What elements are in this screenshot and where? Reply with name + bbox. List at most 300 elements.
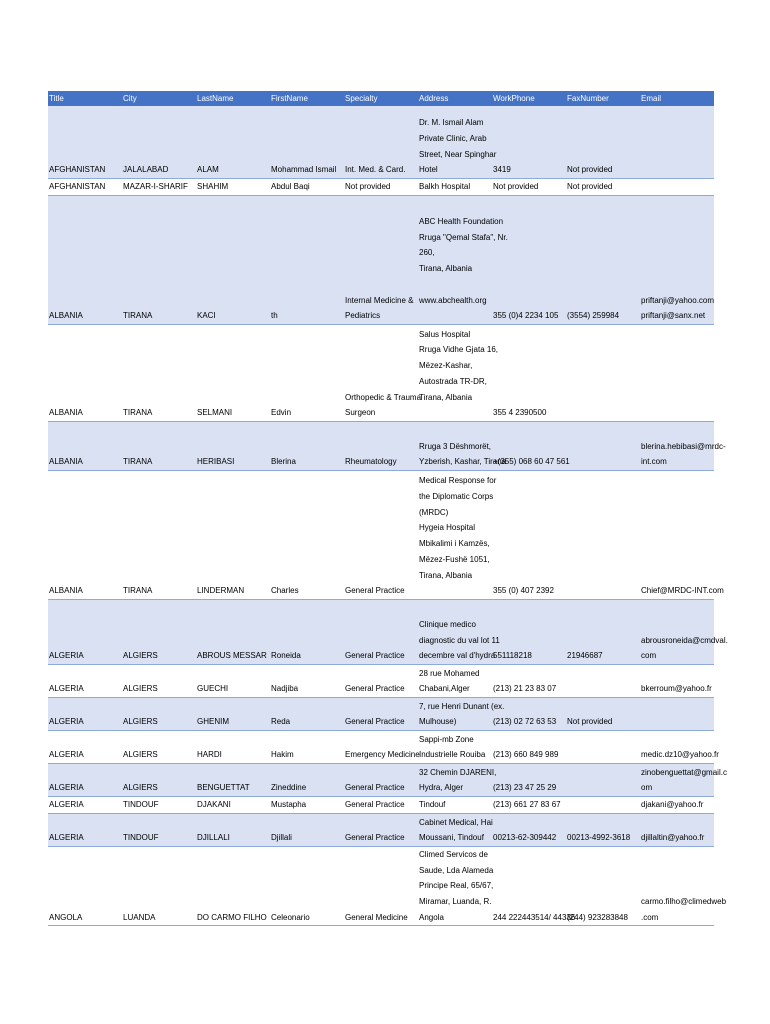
- cell-title-line: ALGERIA: [49, 717, 84, 727]
- cell-workphone[interactable]: [492, 797, 566, 813]
- cell-specialty-line: Emergency Medicine: [345, 750, 420, 760]
- cell-specialty-line: General Practice: [345, 717, 405, 727]
- cell-lastname-line: BENGUETTAT: [197, 783, 250, 793]
- cell-address-line: Balkh Hospital: [419, 182, 471, 192]
- cell-lastname-line: HARDI: [197, 750, 222, 760]
- cell-lastname[interactable]: [196, 471, 270, 599]
- header-row: [48, 91, 714, 106]
- cell-address-line: diagnostic du val lot 11: [419, 635, 500, 645]
- cell-address-line: (MRDC): [419, 507, 449, 517]
- cell-address-line: Hygeia Hospital: [419, 523, 476, 533]
- cell-firstname-line: Mohammad Ismail: [271, 165, 337, 175]
- cell-faxnumber-line: (3554) 259984: [567, 311, 620, 321]
- cell-city-line: TIRANA: [123, 311, 153, 321]
- cell-specialty-line: Surgeon: [345, 408, 376, 418]
- cell-lastname[interactable]: [196, 797, 270, 813]
- cell-address[interactable]: [418, 814, 492, 846]
- cell-address-line: Industrielle Rouiba: [419, 750, 486, 760]
- cell-faxnumber[interactable]: [566, 665, 640, 697]
- table-row: [48, 814, 714, 847]
- cell-workphone[interactable]: [492, 665, 566, 697]
- cell-city-line: TIRANA: [123, 408, 153, 418]
- cell-address[interactable]: [418, 179, 492, 195]
- cell-specialty[interactable]: [344, 471, 418, 599]
- cell-workphone[interactable]: [492, 106, 566, 178]
- cell-faxnumber[interactable]: [566, 764, 640, 796]
- cell-email-line: blerina.hebibasi@mrdc-: [641, 441, 726, 451]
- cell-specialty[interactable]: [344, 422, 418, 470]
- cell-firstname-line: Edvin: [271, 408, 292, 418]
- cell-email[interactable]: [640, 847, 727, 926]
- cell-title[interactable]: [48, 325, 122, 421]
- table-row: [48, 731, 719, 764]
- table-row: [48, 847, 727, 926]
- cell-city-line: TINDOUF: [123, 833, 159, 843]
- cell-firstname-line: Blerina: [271, 457, 296, 467]
- cell-email-line: djillaltin@yahoo.fr: [641, 833, 705, 843]
- cell-email-line: medic.dz10@yahoo.fr: [641, 750, 719, 760]
- header-city[interactable]: City: [123, 94, 137, 103]
- cell-city-line: JALALABAD: [123, 165, 169, 175]
- cell-email[interactable]: [640, 179, 714, 195]
- cell-specialty[interactable]: [344, 814, 418, 846]
- cell-workphone-line: (213) 21 23 83 07: [493, 684, 557, 694]
- cell-title[interactable]: [48, 814, 122, 846]
- cell-specialty[interactable]: [344, 764, 418, 796]
- cell-lastname[interactable]: [196, 196, 270, 324]
- cell-city-line: ALGIERS: [123, 750, 158, 760]
- cell-workphone-line: 00213-62-309442: [493, 833, 557, 843]
- cell-address-line: Chabani,Alger: [419, 684, 470, 694]
- cell-address-line: Autostrada TR-DR,: [419, 376, 487, 386]
- cell-workphone[interactable]: [492, 814, 566, 846]
- cell-title-line: ALGERIA: [49, 783, 84, 793]
- cell-workphone[interactable]: [492, 600, 566, 664]
- cell-firstname[interactable]: [270, 698, 344, 730]
- cell-address-line: Mulhouse): [419, 717, 457, 727]
- cell-firstname[interactable]: [270, 847, 344, 926]
- cell-title[interactable]: [48, 471, 122, 599]
- cell-title[interactable]: [48, 665, 122, 697]
- cell-specialty-line: General Practice: [345, 800, 405, 810]
- cell-address-line: Hotel: [419, 165, 438, 175]
- cell-title[interactable]: [48, 847, 122, 926]
- cell-lastname[interactable]: [196, 325, 270, 421]
- cell-address-line: Mëzez-Kashar,: [419, 361, 473, 371]
- cell-workphone-line: (213) 661 27 83 67: [493, 800, 561, 810]
- cell-address-line: Miramar, Luanda, R.: [419, 897, 492, 907]
- cell-workphone-line: (213) 02 72 63 53: [493, 717, 557, 727]
- cell-title-line: ALBANIA: [49, 457, 83, 467]
- cell-city[interactable]: [122, 106, 196, 178]
- cell-title[interactable]: [48, 196, 122, 324]
- cell-specialty-line: Orthopedic & Trauma: [345, 392, 422, 402]
- cell-lastname-line: DJILLALI: [197, 833, 230, 843]
- cell-address-line: Saude, Lda Alameda: [419, 865, 494, 875]
- header-address[interactable]: Address: [419, 94, 449, 103]
- cell-specialty-line: General Practice: [345, 783, 405, 793]
- cell-city-line: ALGIERS: [123, 783, 158, 793]
- cell-address-line: Rruga 3 Dëshmorët,: [419, 441, 492, 451]
- cell-firstname[interactable]: [270, 325, 344, 421]
- cell-workphone-line: 355 (0) 407 2392: [493, 586, 554, 596]
- cell-email-line: priftanji@sanx.net: [641, 311, 706, 321]
- table-row: [48, 471, 724, 600]
- cell-firstname[interactable]: [270, 196, 344, 324]
- cell-firstname[interactable]: [270, 422, 344, 470]
- cell-specialty[interactable]: [344, 196, 418, 324]
- cell-lastname-line: GHENIM: [197, 717, 229, 727]
- table-row: [48, 698, 714, 731]
- cell-address-line: [419, 277, 492, 293]
- cell-faxnumber-line: Not provided: [567, 182, 613, 192]
- cell-address-line: Tindouf: [419, 800, 446, 810]
- cell-workphone[interactable]: [492, 422, 570, 470]
- cell-address[interactable]: [418, 731, 492, 763]
- cell-lastname[interactable]: [196, 600, 270, 664]
- cell-lastname-line: SELMANI: [197, 408, 233, 418]
- cell-city[interactable]: [122, 325, 196, 421]
- cell-address[interactable]: [418, 698, 505, 730]
- cell-email-line: djakani@yahoo.fr: [641, 800, 704, 810]
- cell-address-line: 32 Chemin DJARENI,: [419, 767, 497, 777]
- cell-title[interactable]: [48, 422, 122, 470]
- cell-city[interactable]: [122, 847, 196, 926]
- header-lastname[interactable]: LastName: [197, 94, 234, 103]
- cell-address-line: Yzberish, Kashar, Tirana: [419, 457, 507, 467]
- cell-specialty-line: Int. Med. & Card.: [345, 165, 406, 175]
- cell-address[interactable]: [418, 847, 492, 926]
- cell-specialty-line: General Practice: [345, 833, 405, 843]
- cell-title[interactable]: [48, 179, 122, 195]
- cell-email-line: com: [641, 651, 657, 661]
- cell-city-line: ALGIERS: [123, 651, 158, 661]
- cell-city[interactable]: [122, 665, 196, 697]
- cell-city[interactable]: [122, 600, 196, 664]
- cell-address-line: [419, 583, 492, 599]
- table-row: [48, 106, 714, 179]
- cell-city[interactable]: [122, 814, 196, 846]
- table-body: [48, 106, 728, 926]
- cell-faxnumber[interactable]: [566, 814, 640, 846]
- cell-specialty[interactable]: [344, 179, 418, 195]
- cell-specialty-line: Rheumatology: [345, 457, 397, 467]
- cell-firstname[interactable]: [270, 471, 344, 599]
- header-workphone[interactable]: WorkPhone: [493, 94, 535, 103]
- cell-firstname[interactable]: [270, 764, 344, 796]
- cell-title-line: ALGERIA: [49, 800, 84, 810]
- cell-city-line: ALGIERS: [123, 717, 158, 727]
- cell-workphone-line: Not provided: [493, 182, 539, 192]
- cell-email[interactable]: [640, 814, 714, 846]
- cell-lastname[interactable]: [196, 665, 270, 697]
- cell-faxnumber-line: 00213-4992-3618: [567, 833, 631, 843]
- cell-workphone[interactable]: [492, 847, 576, 926]
- cell-lastname[interactable]: [196, 764, 270, 796]
- cell-faxnumber-line: Not provided: [567, 717, 613, 727]
- cell-firstname[interactable]: [270, 106, 344, 178]
- cell-faxnumber-line: (244) 923283848: [567, 912, 628, 922]
- cell-faxnumber[interactable]: [566, 698, 640, 730]
- cell-specialty[interactable]: [344, 106, 418, 178]
- cell-lastname-line: KACI: [197, 311, 216, 321]
- cell-address-line: Dr. M. Ismail Alam: [419, 118, 484, 128]
- cell-title-line: ALGERIA: [49, 684, 84, 694]
- cell-specialty[interactable]: [344, 731, 418, 763]
- cell-email[interactable]: [640, 698, 714, 730]
- cell-lastname-line: GUECHI: [197, 684, 229, 694]
- cell-title-line: AFGHANISTAN: [49, 165, 106, 175]
- cell-city[interactable]: [122, 731, 196, 763]
- cell-address-line: Private Clinic, Arab: [419, 133, 487, 143]
- cell-specialty[interactable]: [344, 600, 418, 664]
- cell-workphone-line: 244 222443514/ 44336: [493, 912, 576, 922]
- cell-specialty[interactable]: [344, 847, 418, 926]
- cell-title-line: ALBANIA: [49, 586, 83, 596]
- cell-faxnumber[interactable]: [566, 600, 640, 664]
- cell-address-line: Tirana, Albania: [419, 570, 473, 580]
- cell-address-line: Sappi-mb Zone: [419, 734, 474, 744]
- cell-address-line: ABC Health Foundation: [419, 217, 504, 227]
- cell-title-line: ALGERIA: [49, 651, 84, 661]
- table-row: [48, 422, 726, 471]
- header-faxnumber[interactable]: FaxNumber: [567, 94, 609, 103]
- cell-title-line: ALGERIA: [49, 833, 84, 843]
- cell-city[interactable]: [122, 422, 196, 470]
- cell-firstname[interactable]: [270, 797, 344, 813]
- cell-email-line: abrousroneida@cmdval.: [641, 635, 728, 645]
- cell-workphone[interactable]: [492, 764, 566, 796]
- cell-email[interactable]: [640, 196, 714, 324]
- cell-firstname[interactable]: [270, 179, 344, 195]
- cell-email-line: carmo.filho@climedweb: [641, 897, 727, 907]
- cell-address-line: Principe Real, 65/67,: [419, 881, 494, 891]
- cell-address-line: [419, 405, 492, 421]
- cell-address-line: Tirana, Albania: [419, 264, 473, 274]
- cell-firstname-line: Djillali: [271, 833, 292, 843]
- cell-specialty[interactable]: [344, 325, 422, 421]
- cell-lastname[interactable]: [196, 422, 270, 470]
- cell-city[interactable]: [122, 797, 196, 813]
- cell-city-line: TIRANA: [123, 586, 153, 596]
- cell-title[interactable]: [48, 731, 122, 763]
- cell-faxnumber[interactable]: [566, 422, 640, 470]
- cell-address-line: Salus Hospital: [419, 329, 471, 339]
- table-row: [48, 665, 714, 698]
- cell-specialty-line: General Medicine: [345, 912, 408, 922]
- cell-faxnumber[interactable]: [566, 847, 640, 926]
- cell-workphone[interactable]: [492, 698, 566, 730]
- cell-specialty-line: Internal Medicine &: [345, 295, 414, 305]
- cell-title-line: ALBANIA: [49, 408, 83, 418]
- cell-address-line: Cabinet Medical, Hai: [419, 817, 493, 827]
- cell-address[interactable]: [418, 325, 499, 421]
- cell-city-line: LUANDA: [123, 912, 156, 922]
- cell-address-line: decembre val d'hydra: [419, 651, 496, 661]
- table-row: [48, 179, 714, 196]
- cell-lastname-line: DJAKANI: [197, 800, 231, 810]
- cell-title[interactable]: [48, 600, 122, 664]
- cell-lastname[interactable]: [196, 698, 270, 730]
- cell-address[interactable]: [418, 600, 500, 664]
- cell-specialty[interactable]: [344, 698, 418, 730]
- cell-title-line: ALGERIA: [49, 750, 84, 760]
- cell-workphone-line: +(355) 068 60 47 561: [493, 457, 570, 467]
- cell-email-line: om: [641, 783, 653, 793]
- spreadsheet: [48, 91, 728, 926]
- cell-address-line: 7, rue Henri Dunant (ex.: [419, 701, 505, 711]
- cell-faxnumber[interactable]: [566, 797, 640, 813]
- table-row: [48, 764, 727, 797]
- cell-lastname[interactable]: [196, 731, 270, 763]
- cell-workphone[interactable]: [492, 179, 566, 195]
- cell-title-line: ALBANIA: [49, 311, 83, 321]
- cell-workphone[interactable]: [492, 196, 566, 324]
- cell-firstname-line: Abdul Baqi: [271, 182, 310, 192]
- cell-specialty-line: General Practice: [345, 586, 405, 596]
- cell-email[interactable]: [640, 731, 719, 763]
- cell-lastname[interactable]: [196, 814, 270, 846]
- cell-firstname[interactable]: [270, 814, 344, 846]
- cell-workphone[interactable]: [492, 325, 566, 421]
- cell-firstname[interactable]: [270, 731, 344, 763]
- table-row: [48, 325, 714, 422]
- header-title[interactable]: Title: [49, 94, 64, 103]
- cell-email[interactable]: [640, 797, 714, 813]
- cell-firstname-line: Nadjiba: [271, 684, 299, 694]
- cell-email-line: Chief@MRDC-INT.com: [641, 586, 724, 596]
- cell-address[interactable]: [418, 106, 497, 178]
- cell-email-line: .com: [641, 912, 659, 922]
- cell-address-line: Hydra, Alger: [419, 783, 464, 793]
- cell-city[interactable]: [122, 764, 196, 796]
- cell-specialty-line: Pediatrics: [345, 311, 381, 321]
- cell-firstname-line: Roneida: [271, 651, 301, 661]
- cell-title-line: ANGOLA: [49, 912, 83, 922]
- cell-workphone-line: 551118218: [493, 651, 532, 661]
- cell-faxnumber[interactable]: [566, 196, 640, 324]
- cell-address-line: Rruga Vidhe Gjata 16,: [419, 345, 499, 355]
- cell-email[interactable]: [640, 665, 714, 697]
- cell-email[interactable]: [640, 600, 728, 664]
- header-email[interactable]: Email: [641, 94, 662, 103]
- header-firstname[interactable]: FirstName: [271, 94, 308, 103]
- cell-address-line: Climed Servicos de: [419, 850, 488, 859]
- cell-firstname[interactable]: [270, 600, 344, 664]
- cell-faxnumber[interactable]: [566, 471, 640, 599]
- cell-address[interactable]: [418, 764, 497, 796]
- cell-firstname-line: Zineddine: [271, 783, 307, 793]
- cell-address-line: [419, 308, 492, 324]
- cell-firstname-line: th: [271, 311, 278, 321]
- cell-workphone[interactable]: [492, 471, 566, 599]
- cell-workphone-line: 355 4 2390500: [493, 408, 547, 418]
- cell-address-line: Angola: [419, 912, 444, 922]
- cell-lastname-line: SHAHIM: [197, 182, 229, 192]
- cell-specialty-line: General Practice: [345, 651, 405, 661]
- cell-address[interactable]: [418, 422, 507, 470]
- cell-workphone-line: 355 (0)4 2234 105: [493, 311, 559, 321]
- cell-title[interactable]: [48, 698, 122, 730]
- cell-title[interactable]: [48, 764, 122, 796]
- table-row: [48, 797, 714, 814]
- cell-email[interactable]: [640, 106, 714, 178]
- cell-address-line: Tirana, Albania: [419, 392, 473, 402]
- cell-specialty[interactable]: [344, 797, 418, 813]
- cell-faxnumber[interactable]: [566, 179, 640, 195]
- cell-email-line: int.com: [641, 457, 667, 467]
- cell-lastname[interactable]: [196, 106, 270, 178]
- cell-workphone-line: (213) 660 849 989: [493, 750, 559, 760]
- cell-email-line: zinobenguettat@gmail.c: [641, 767, 727, 777]
- cell-firstname-line: Charles: [271, 586, 299, 596]
- cell-firstname[interactable]: [270, 665, 344, 697]
- cell-email[interactable]: [640, 764, 727, 796]
- cell-faxnumber-line: 21946687: [567, 651, 603, 661]
- cell-address[interactable]: [418, 196, 508, 324]
- cell-city-line: ALGIERS: [123, 684, 158, 694]
- cell-city[interactable]: [122, 179, 196, 195]
- table-row: [48, 196, 714, 325]
- cell-title[interactable]: [48, 106, 122, 178]
- cell-address-line: Medical Response for: [419, 476, 497, 486]
- cell-city-line: TIRANA: [123, 457, 153, 467]
- cell-lastname[interactable]: [196, 179, 270, 195]
- cell-workphone[interactable]: [492, 731, 566, 763]
- cell-address[interactable]: [418, 665, 492, 697]
- cell-email-line: bkerroum@yahoo.fr: [641, 684, 712, 694]
- cell-city-line: TINDOUF: [123, 800, 159, 810]
- cell-city[interactable]: [122, 698, 196, 730]
- cell-city[interactable]: [122, 196, 196, 324]
- cell-address[interactable]: [418, 471, 497, 599]
- cell-address-line: 28 rue Mohamed: [419, 668, 480, 678]
- cell-firstname-line: Hakim: [271, 750, 294, 760]
- cell-lastname-line: DO CARMO FILHO: [197, 912, 267, 922]
- cell-address-line: Rruga "Qemal Stafa", Nr.: [419, 232, 508, 242]
- cell-email[interactable]: [640, 325, 714, 421]
- cell-email[interactable]: [640, 471, 724, 599]
- cell-lastname-line: HERIBASI: [197, 457, 235, 467]
- cell-faxnumber[interactable]: [566, 731, 640, 763]
- cell-email-line: priftanji@yahoo.com: [641, 295, 715, 305]
- cell-title[interactable]: [48, 797, 122, 813]
- cell-address[interactable]: [418, 797, 492, 813]
- cell-address-line: www.abchealth.org: [419, 295, 487, 305]
- cell-workphone-line: 3419: [493, 165, 511, 175]
- cell-email[interactable]: [640, 422, 726, 470]
- cell-faxnumber[interactable]: [566, 325, 640, 421]
- cell-workphone-line: (213) 23 47 25 29: [493, 783, 557, 793]
- cell-firstname-line: Celeonario: [271, 912, 310, 922]
- cell-specialty[interactable]: [344, 665, 418, 697]
- cell-lastname-line: LINDERMAN: [197, 586, 245, 596]
- cell-title-line: AFGHANISTAN: [49, 182, 106, 192]
- cell-lastname-line: ALAM: [197, 165, 219, 175]
- cell-city[interactable]: [122, 471, 196, 599]
- cell-address-line: Street, Near Spinghar: [419, 149, 497, 159]
- cell-firstname-line: Mustapha: [271, 800, 307, 810]
- cell-address-line: 260,: [419, 248, 435, 258]
- table-row: [48, 600, 728, 665]
- cell-specialty-line: General Practice: [345, 684, 405, 694]
- header-specialty[interactable]: Specialty: [345, 94, 378, 103]
- cell-lastname-line: ABROUS MESSAR: [197, 651, 267, 661]
- cell-lastname[interactable]: [196, 847, 270, 926]
- cell-faxnumber[interactable]: [566, 106, 640, 178]
- cell-specialty-line: Not provided: [345, 182, 391, 192]
- cell-address-line: Mbikalimi i Kamzës,: [419, 539, 490, 549]
